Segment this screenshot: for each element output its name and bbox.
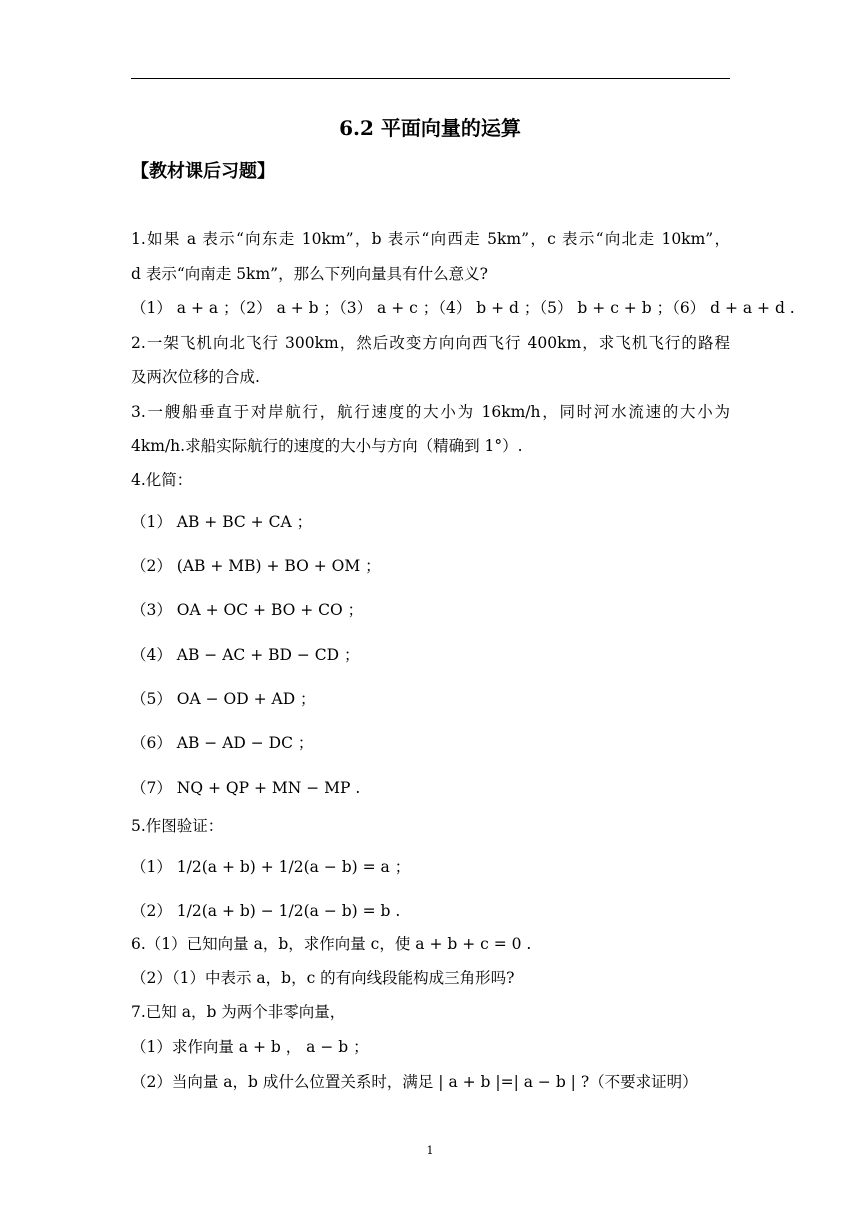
- q7-line1: 7.已知 a，b 为两个非零向量，: [131, 1003, 346, 1021]
- header-rule: [131, 78, 730, 79]
- q4-item-7: （7） NQ + QP + MN − MP .: [131, 779, 361, 797]
- q4-item-5: （5） OA − OD + AD ；: [131, 690, 316, 708]
- q3-line1: 3.一艘船垂直于对岸航行，航行速度的大小为 16km/h，同时河水流速的大小为: [131, 403, 730, 421]
- q5-item-2: （2） 1/2(a + b) − 1/2(a − b) = b .: [131, 902, 401, 920]
- q4-item-4: （4） AB − AC + BD − CD ；: [131, 646, 360, 664]
- q4-item-6: （6） AB − AD − DC ；: [131, 734, 314, 752]
- section-heading: 【教材课后习题】: [131, 161, 275, 182]
- page-number: 1: [426, 1144, 434, 1157]
- q4-heading: 4.化简：: [131, 471, 193, 489]
- q4-item-1: （1） AB + BC + CA ；: [131, 513, 313, 531]
- q4-item-2: （2） (AB + MB) + BO + OM ；: [131, 557, 381, 575]
- q6-line2: （2）（1）中表示 a，b，c 的有向线段能构成三角形吗?: [131, 969, 515, 987]
- q2-line1: 2.一架飞机向北飞行 300km，然后改变方向向西飞行 400km，求飞机飞行的路程: [131, 334, 730, 352]
- q1-line2: d 表示“向南走 5km”，那么下列向量具有什么意义?: [131, 265, 488, 283]
- q5-heading: 5.作图验证：: [131, 817, 224, 835]
- q6-line1: 6.（1）已知向量 a，b，求作向量 c，使 a + b + c = 0 .: [131, 935, 532, 953]
- q2-line2: 及两次位移的合成.: [131, 368, 260, 386]
- q7-line2: （1）求作向量 a + b ， a − b ；: [131, 1038, 369, 1056]
- q3-line2: 4km/h.求船实际航行的速度的大小与方向（精确到 1°）.: [131, 437, 523, 455]
- q7-line3: （2）当向量 a，b 成什么位置关系时，满足 | a + b |=| a − b | ?（不要求证明）: [131, 1073, 698, 1091]
- q1-line3: （1） a + a ；（2） a + b ；（3） a + c ；（4） b + d ；（5） b + c + b ；（6） d + a + d .: [131, 299, 795, 317]
- q5-item-1: （1） 1/2(a + b) + 1/2(a − b) = a ；: [131, 858, 411, 876]
- page-title: 6.2 平面向量的运算: [339, 116, 521, 140]
- q1-line1: 1.如果 a 表示“向东走 10km”，b 表示“向西走 5km”，c 表示“向北走 10km”，: [131, 230, 730, 248]
- q4-item-3: （3） OA + OC + BO + CO ；: [131, 601, 364, 619]
